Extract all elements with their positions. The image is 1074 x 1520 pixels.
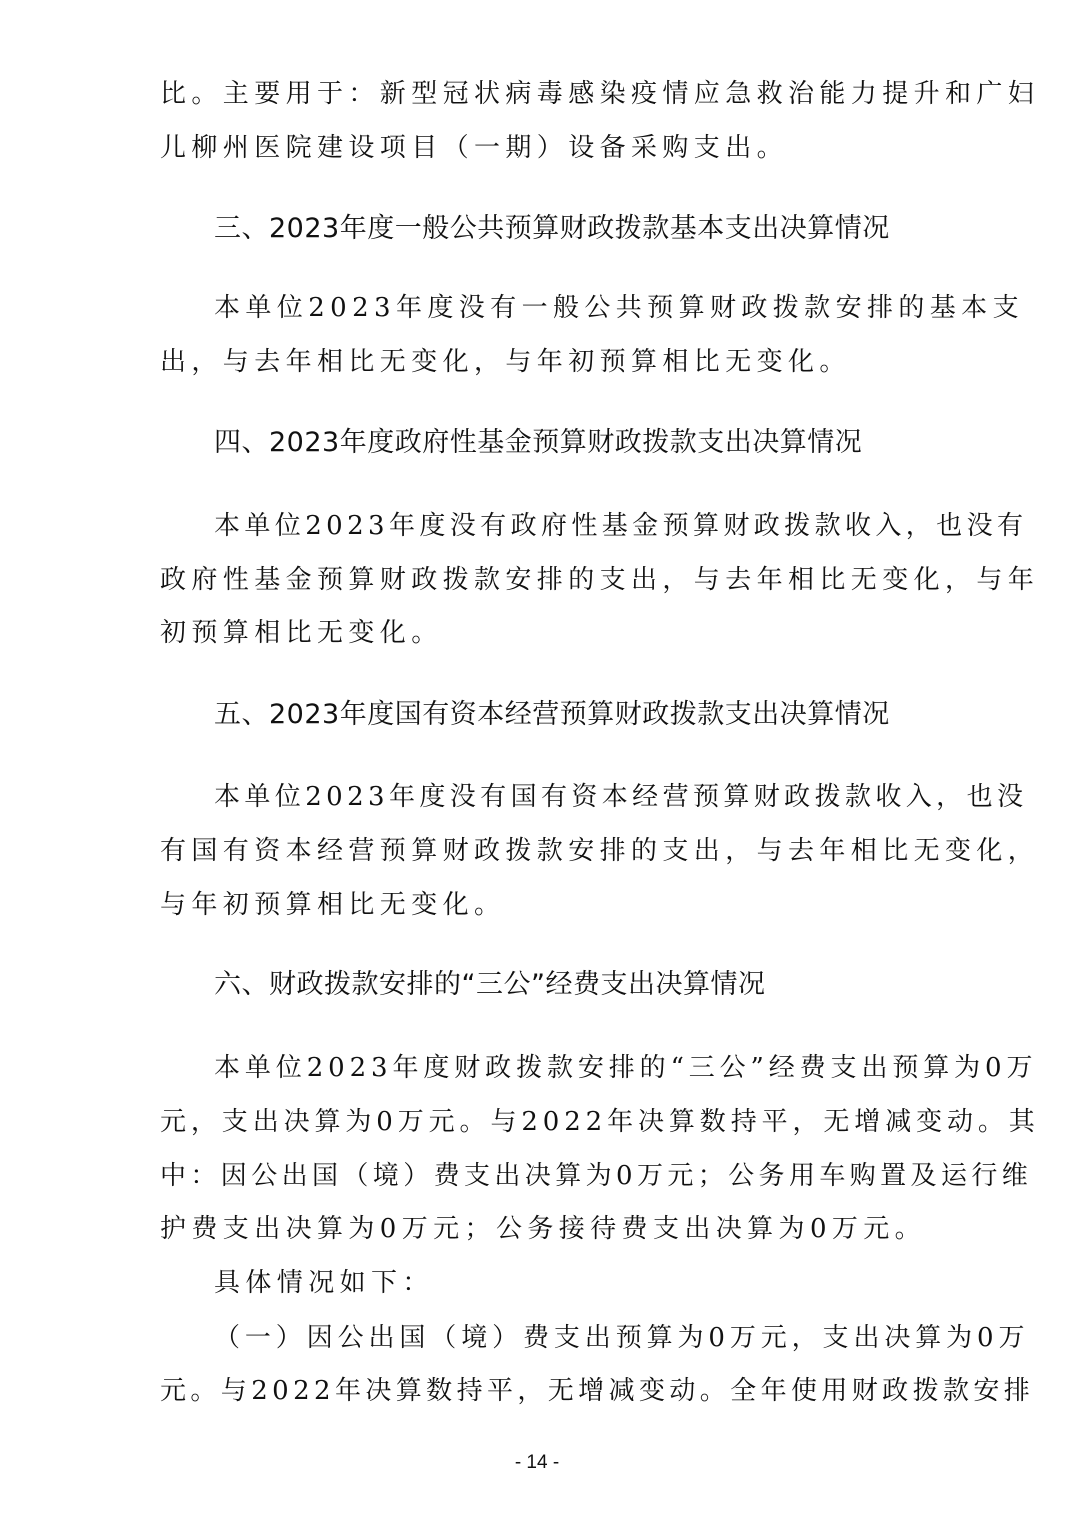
body-line: （一）因公出国（境）费支出预算为0万元，支出决算为0万 (214, 1323, 1030, 1353)
body-line: 本单位2023年度财政拨款安排的“三公”经费支出预算为0万 (214, 1053, 1038, 1083)
section-heading-4: 四、2023年度政府性基金预算财政拨款支出决算情况 (214, 427, 863, 458)
body-line: 初预算相比无变化。 (160, 618, 443, 648)
body-line: 本单位2023年度没有国有资本经营预算财政拨款收入，也没 (214, 782, 1028, 812)
body-line: 元。与2022年决算数持平，无增减变动。全年使用财政拨款安排 (160, 1376, 1035, 1406)
body-line: 元，支出决算为0万元。与2022年决算数持平，无增减变动。其 (160, 1107, 1040, 1137)
section-heading-3: 三、2023年度一般公共预算财政拨款基本支出决算情况 (214, 213, 890, 244)
body-line: 中：因公出国（境）费支出决算为0万元；公务用车购置及运行维 (160, 1161, 1033, 1191)
section-heading-5: 五、2023年度国有资本经营预算财政拨款支出决算情况 (214, 699, 890, 730)
section-heading-6: 六、财政拨款安排的“三公”经费支出决算情况 (214, 969, 766, 1000)
body-line: 政府性基金预算财政拨款安排的支出，与去年相比无变化，与年 (160, 565, 1040, 595)
body-line: 护费支出决算为0万元；公务接待费支出决算为0万元。 (160, 1214, 927, 1244)
body-line: 出，与去年相比无变化，与年初预算相比无变化。 (160, 347, 851, 377)
body-line: 有国有资本经营预算财政拨款安排的支出，与去年相比无变化， (160, 836, 1040, 866)
body-line: 比。主要用于：新型冠状病毒感染疫情应急救治能力提升和广妇 (160, 79, 1040, 109)
body-line: 本单位2023年度没有一般公共预算财政拨款安排的基本支 (214, 293, 1024, 323)
body-line: 儿柳州医院建设项目（一期）设备采购支出。 (160, 133, 789, 163)
body-line: 与年初预算相比无变化。 (160, 890, 506, 920)
page-number: - 14 - (514, 1452, 560, 1473)
body-line: 具体情况如下： (214, 1268, 434, 1298)
body-line: 本单位2023年度没有政府性基金预算财政拨款收入，也没有 (214, 511, 1028, 541)
